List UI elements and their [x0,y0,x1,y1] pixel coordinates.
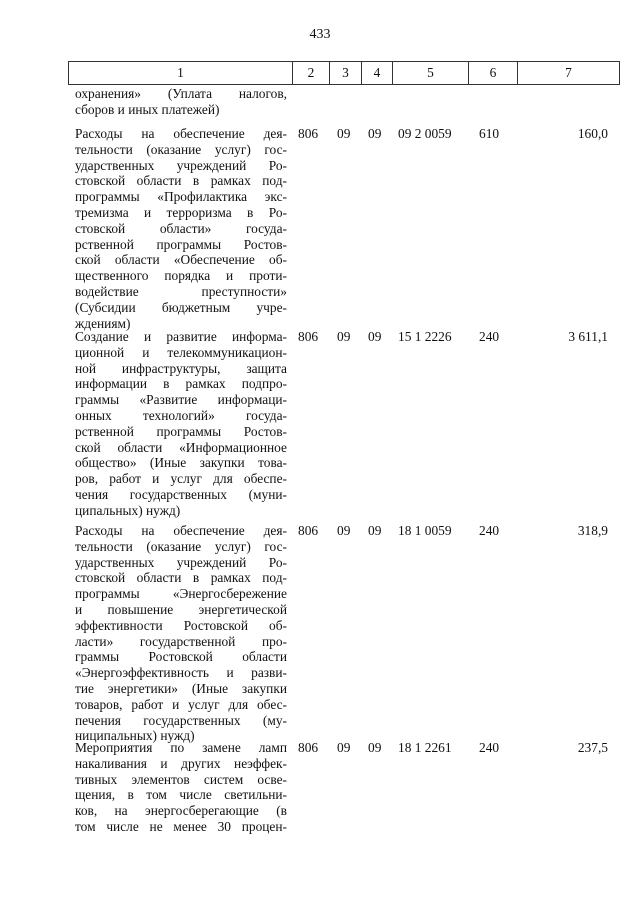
text-line: ниципальных) нужд) [75,728,195,744]
ved-code: 806 [298,740,319,755]
expense-type-code: 240 [479,740,500,755]
text-line: информации в рамках подпро- [75,376,287,392]
row-description [75,523,287,744]
text-line: тивных элементов систем осве- [75,771,287,787]
column-header-7: 7 [518,62,620,85]
column-header-3: 3 [330,62,362,85]
text-line: щественного порядка и проти- [75,268,287,284]
column-header-1: 1 [69,62,293,85]
text-line: ров, работ и услуг для обеспе- [75,471,287,487]
text-line: охранения» (Уплата налогов, [75,86,287,101]
column-header-6: 6 [469,62,518,85]
column-header-2: 2 [293,62,330,85]
text-line: онных технологий» госуда- [75,407,287,423]
target-article-code: 09 2 0059 [398,126,452,141]
text-line: Мероприятия по замене ламп [75,740,287,755]
amount: 160,0 [577,126,608,141]
text-line: тремизма и терроризма в Ро- [75,204,287,220]
text-line: водействие преступности» [75,283,287,299]
column-header-row [68,61,620,85]
text-line: Расходы на обеспечение дея- [75,523,287,538]
target-article-code: 15 1 2226 [398,329,452,344]
row-description [75,740,287,835]
text-line: щения, в том числе светильни- [75,787,287,803]
subsection-code: 09 [368,523,382,538]
text-line: программы «Энергосбережение [75,586,287,602]
text-line: рственной программы Ростов- [75,423,287,439]
text-line: граммы «Развитие информаци- [75,392,287,408]
expense-type-code: 240 [479,523,500,538]
text-line: тие энергетики» (Иные закупки [75,680,287,696]
column-header-5: 5 [393,62,469,85]
text-line: ударственных учреждений Ро- [75,554,287,570]
text-line: ласти» государственной про- [75,633,287,649]
ved-code: 806 [298,523,319,538]
text-line: ской области «Обеспечение об- [75,252,287,268]
text-line: тельности (оказание услуг) гос- [75,141,287,157]
text-line: и повышение энергетической [75,601,287,617]
text-line: ков, на энергосберегающие (в [75,803,287,819]
text-line: эффективности Ростовской об- [75,617,287,633]
text-line: (Субсидии бюджетным учре- [75,299,287,315]
ved-code: 806 [298,329,319,344]
section-code: 09 [337,740,351,755]
section-code: 09 [337,329,351,344]
column-header-4: 4 [362,62,393,85]
row-description [75,329,287,519]
subsection-code: 09 [368,740,382,755]
text-line: чения государственных (муни- [75,486,287,502]
text-line: ционной и телекоммуникацион- [75,344,287,360]
amount: 318,9 [577,523,608,538]
row-description [75,126,287,331]
text-line: Расходы на обеспечение дея- [75,126,287,141]
text-line: том числе не менее 30 процен- [75,818,287,834]
text-line: стовской области» госуда- [75,220,287,236]
text-line: стовской области в рамках под- [75,570,287,586]
page-number: 433 [309,27,331,42]
text-line: ударственных учреждений Ро- [75,157,287,173]
continuation-description [75,86,287,118]
expense-type-code: 610 [479,126,500,141]
text-line: Создание и развитие информа- [75,329,287,344]
text-line: «Энергоэффективность и разви- [75,665,287,681]
text-line: товаров, работ и услуг для обес- [75,696,287,712]
text-line: ской области «Информационное [75,439,287,455]
target-article-code: 18 1 2261 [398,740,452,755]
text-line: тельности (оказание услуг) гос- [75,538,287,554]
text-line: программы «Профилактика экс- [75,189,287,205]
amount: 3 611,1 [568,329,608,344]
amount: 237,5 [577,740,608,755]
ved-code: 806 [298,126,319,141]
text-line: ждениям) [75,315,131,331]
text-line: ной инфраструктуры, защита [75,360,287,376]
text-line: стовской области в рамках под- [75,173,287,189]
subsection-code: 09 [368,329,382,344]
section-code: 09 [337,126,351,141]
text-line: рственной программы Ростов- [75,236,287,252]
text-line: общество» (Иные закупки това- [75,455,287,471]
target-article-code: 18 1 0059 [398,523,452,538]
section-code: 09 [337,523,351,538]
text-line: граммы Ростовской области [75,649,287,665]
text-line: накаливания и других неэффек- [75,755,287,771]
text-line: печения государственных (му- [75,712,287,728]
subsection-code: 09 [368,126,382,141]
expense-type-code: 240 [479,329,500,344]
text-line: сборов и иных платежей) [75,101,220,117]
text-line: ципальных) нужд) [75,502,181,518]
